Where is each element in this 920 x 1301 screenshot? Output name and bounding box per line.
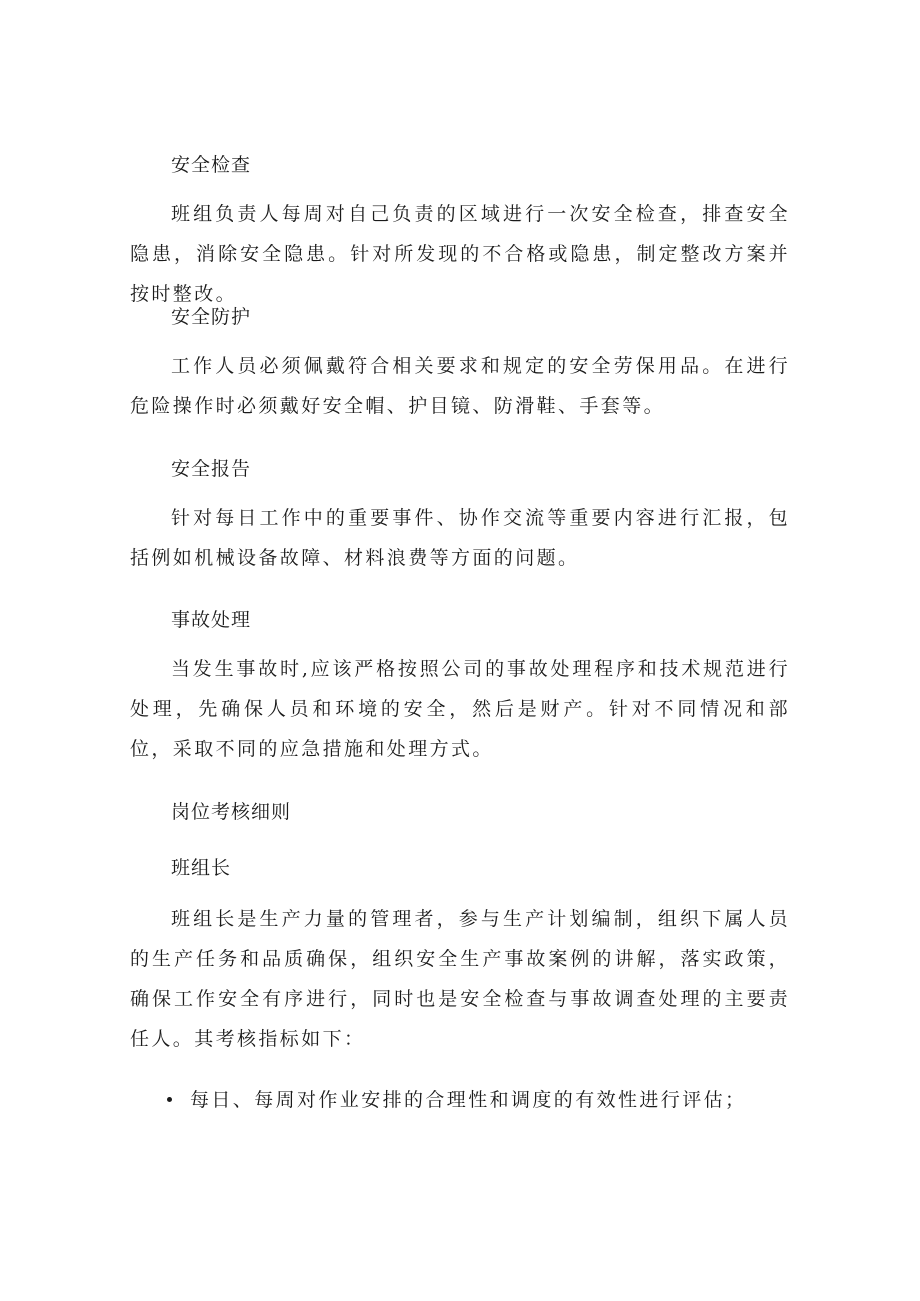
assessment-title: 岗位考核细则 <box>171 801 292 823</box>
section-heading-safety-inspection: 安全检查 <box>171 154 252 176</box>
list-item <box>167 1088 767 1112</box>
section-heading-safety-report: 安全报告 <box>171 458 252 480</box>
section-body-safety-inspection: 班组负责人每周对自己负责的区域进行一次安全检查，排查安全隐患，消除安全隐患。针对所发现的不合格或隐患，制定整改方案并按时整改。 <box>130 203 790 305</box>
assessment-subtitle: 班组长 <box>171 857 232 879</box>
section-heading-accident-handling: 事故处理 <box>171 609 252 631</box>
section-heading-safety-protection: 安全防护 <box>171 306 252 328</box>
list-item-text: 每日、每周对作业安排的合理性和调度的有效性进行评估； <box>190 1089 747 1111</box>
section-body-safety-report: 针对每日工作中的重要事件、协作交流等重要内容进行汇报，包括例如机械设备故障、材料浪费等方面的问题。 <box>130 507 790 569</box>
assessment-body: 班组长是生产力量的管理者，参与生产计划编制，组织下属人员的生产任务和品质确保，组织安全生产事故案例的讲解，落实政策，确保工作安全有序进行，同时也是安全检查与事故调查处理的主要责任人。其考核指标如下： <box>130 908 790 1050</box>
bullet-dot-icon <box>167 1097 172 1102</box>
section-body-safety-protection: 工作人员必须佩戴符合相关要求和规定的安全劳保用品。在进行危险操作时必须戴好安全帽、护目镜、防滑鞋、手套等。 <box>130 355 790 417</box>
section-body-accident-handling: 当发生事故时,应该严格按照公司的事故处理程序和技术规范进行处理，先确保人员和环境的安全，然后是财产。针对不同情况和部位，采取不同的应急措施和处理方式。 <box>130 658 790 760</box>
